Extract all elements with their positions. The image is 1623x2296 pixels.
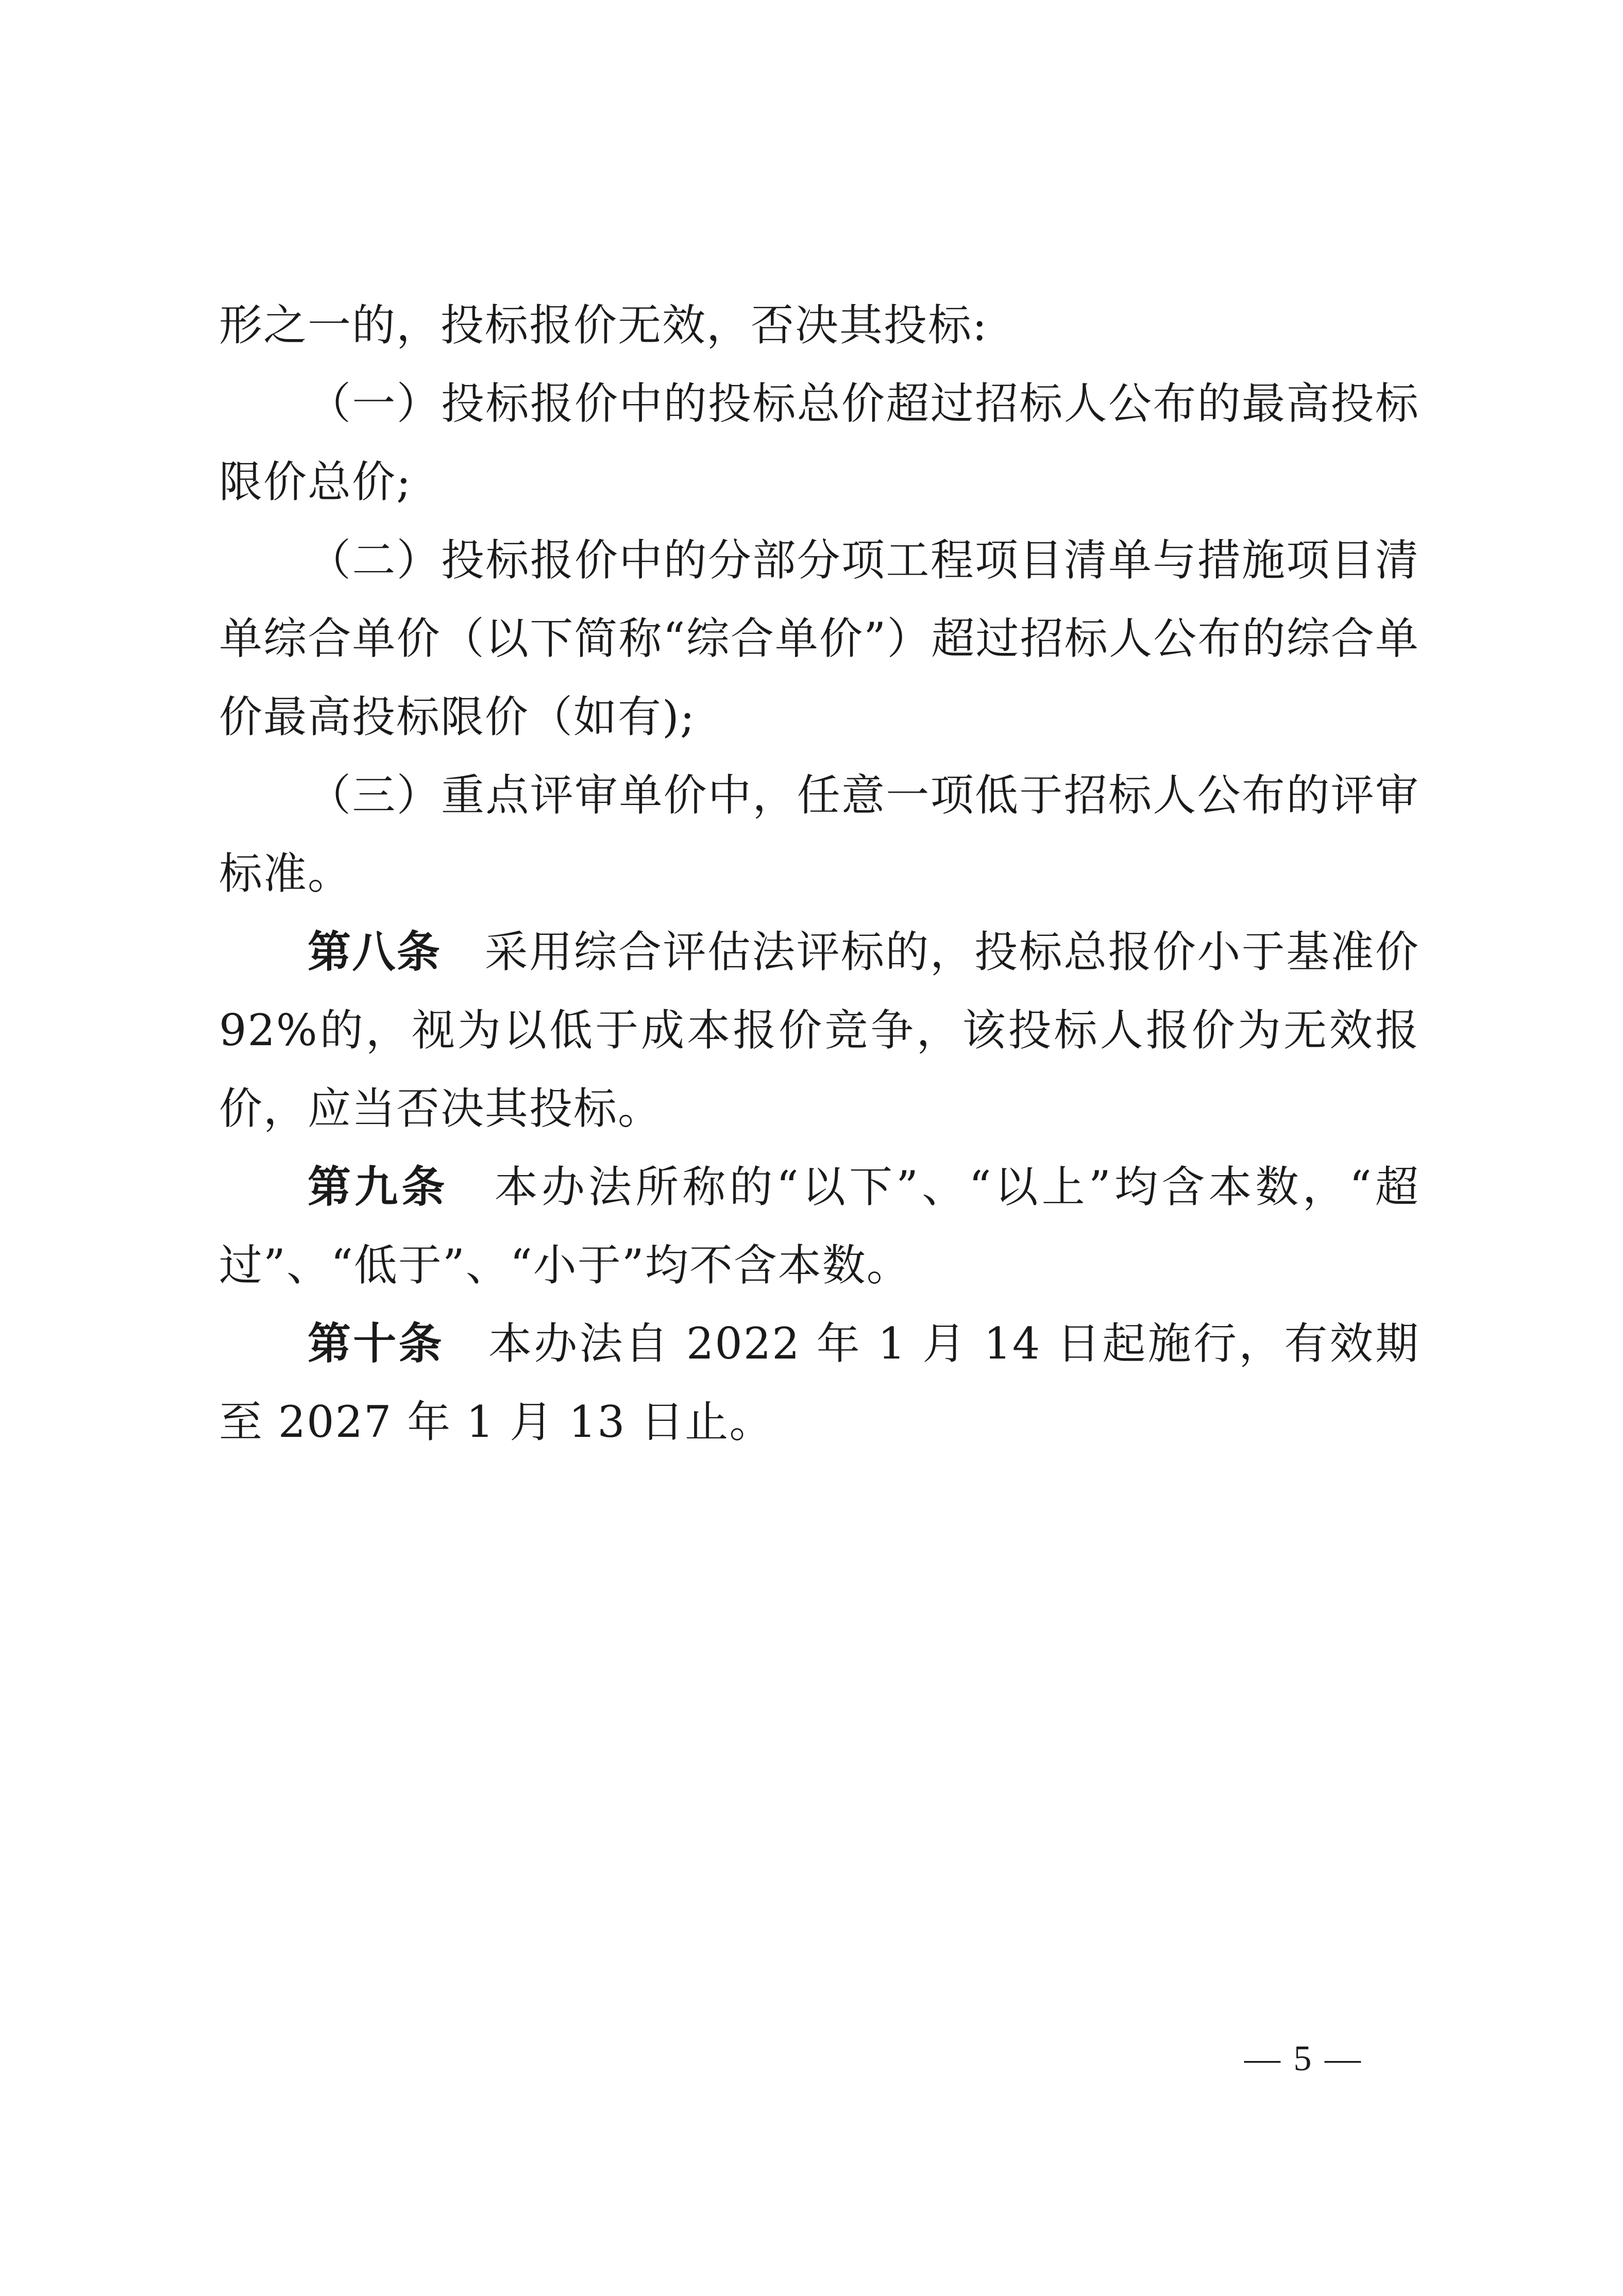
paragraph-text: （二）投标报价中的分部分项工程项目清单与措施项目清单综合单价（以下简称“综合单价”）超过招标人公布的综合单价最高投标限价（如有);	[219, 535, 1419, 742]
paragraph-text: （三）重点评审单价中，任意一项低于招标人公布的评审标准。	[219, 770, 1419, 899]
article-heading: 第十条	[308, 1318, 444, 1369]
article-heading: 第八条	[308, 927, 442, 977]
clause-item-3	[219, 756, 1419, 913]
clause-item-1	[219, 364, 1419, 521]
paragraph-text: （一）投标报价中的投标总价超过招标人公布的最高投标限价总价;	[219, 378, 1419, 507]
paragraph-text: 采用综合评估法评标的，投标总报价小于基准价92%的，视为以低于成本报价竞争，该投标人报价为无效报价，应当否决其投标。	[219, 927, 1419, 1134]
page-number: — 5 —	[1244, 2039, 1363, 2079]
article-8	[219, 913, 1419, 1148]
paragraph-text: 本办法所称的“以下”、“以上”均含本数，“超过”、“低于”、“小于”均不含本数。	[219, 1162, 1419, 1291]
body-text	[219, 286, 1419, 1461]
paragraph-text: 形之一的，投标报价无效，否决其投标:	[219, 300, 988, 350]
paragraph-continuation	[219, 286, 1419, 364]
paragraph-text: 本办法自 2022 年 1 月 14 日起施行，有效期至 2027 年 1 月 13 日止。	[219, 1318, 1419, 1447]
article-10	[219, 1304, 1419, 1461]
clause-item-2	[219, 521, 1419, 756]
article-9	[219, 1148, 1419, 1304]
article-heading: 第九条	[308, 1162, 449, 1212]
